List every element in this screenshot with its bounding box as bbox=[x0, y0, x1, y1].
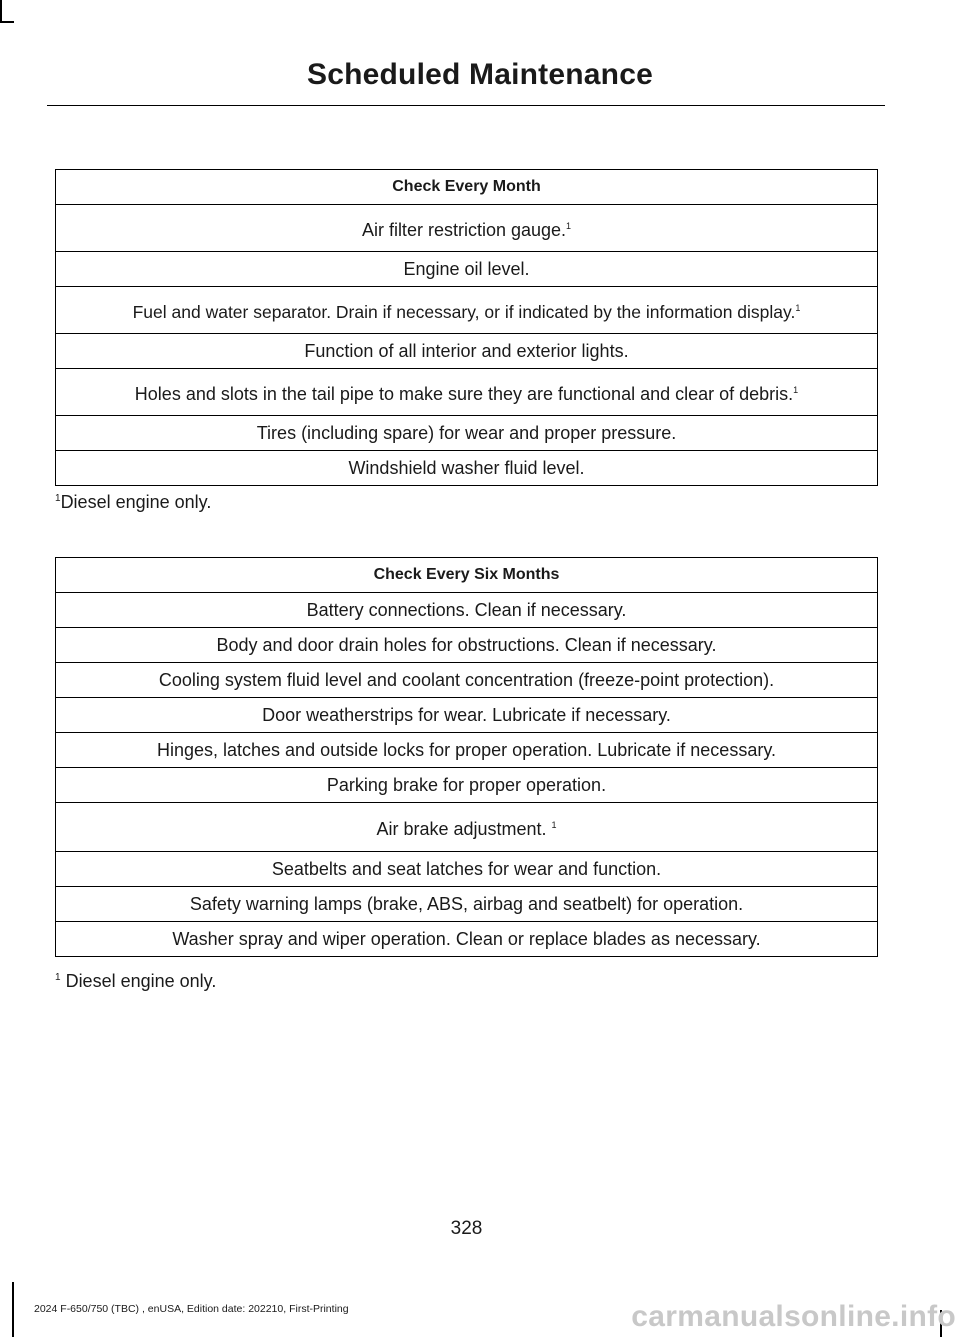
footnote-mark: 1 bbox=[55, 972, 61, 983]
table-cell bbox=[56, 887, 878, 922]
table-row bbox=[56, 628, 878, 663]
footnote-ref: 1 bbox=[566, 220, 572, 231]
table-cell bbox=[56, 252, 878, 287]
table-row bbox=[56, 922, 878, 957]
watermark: carmanualsonline.info bbox=[631, 1300, 956, 1333]
six-month-table-heading: Check Every Six Months bbox=[56, 558, 878, 593]
table-cell bbox=[56, 698, 878, 733]
footnote-ref: 1 bbox=[551, 819, 557, 830]
table-row bbox=[56, 768, 878, 803]
row-text: Washer spray and wiper operation. Clean or replace blades as necessary. bbox=[172, 928, 761, 949]
crop-mark-bottom-left bbox=[12, 1282, 14, 1337]
table-row bbox=[56, 252, 878, 287]
table-row bbox=[56, 287, 878, 334]
row-text: Parking brake for proper operation. bbox=[326, 774, 607, 795]
table-cell bbox=[56, 451, 878, 486]
table-row bbox=[56, 663, 878, 698]
crop-mark-top-left bbox=[0, 0, 2, 23]
table-row bbox=[56, 451, 878, 486]
row-text: Windshield washer fluid level. bbox=[348, 457, 585, 478]
document-info: 2024 F-650/750 (TBC) , enUSA, Edition date: 202210, First-Printing bbox=[34, 1303, 349, 1315]
table-cell bbox=[56, 852, 878, 887]
table-cell bbox=[56, 922, 878, 957]
footnote-ref: 1 bbox=[795, 302, 801, 313]
row-text: Hinges, latches and outside locks for proper operation. Lubricate if necessary. bbox=[156, 739, 776, 760]
row-text: Safety warning lamps (brake, ABS, airbag and seatbelt) for operation. bbox=[189, 893, 744, 914]
row-text: Air brake adjustment. bbox=[376, 818, 552, 839]
table-row bbox=[56, 369, 878, 416]
table-row bbox=[56, 593, 878, 628]
row-text: Air filter restriction gauge. bbox=[361, 219, 567, 240]
footnote-ref: 1 bbox=[793, 384, 799, 395]
table-row bbox=[56, 733, 878, 768]
page-number: 328 bbox=[450, 1218, 483, 1239]
row-text: Function of all interior and exterior lights. bbox=[304, 340, 629, 361]
footnote-text: Diesel engine only. bbox=[60, 971, 217, 991]
table-row bbox=[56, 334, 878, 369]
title-divider bbox=[47, 105, 885, 106]
table-cell bbox=[56, 287, 878, 334]
table-row bbox=[56, 698, 878, 733]
six-month-footnote bbox=[55, 971, 216, 992]
footnote-text: Diesel engine only. bbox=[60, 492, 212, 512]
table-row bbox=[56, 205, 878, 252]
table-cell bbox=[56, 369, 878, 416]
row-text: Seatbelts and seat latches for wear and function. bbox=[271, 858, 662, 879]
row-text: Body and door drain holes for obstructions. Clean if necessary. bbox=[216, 634, 717, 655]
table-row bbox=[56, 887, 878, 922]
footnote-mark: 1 bbox=[55, 493, 61, 504]
monthly-footnote bbox=[55, 492, 211, 513]
row-text: Cooling system fluid level and coolant concentration (freeze-point protection). bbox=[158, 669, 775, 690]
six-month-check-table bbox=[55, 557, 878, 957]
crop-mark-top-left-h bbox=[0, 21, 14, 23]
table-cell bbox=[56, 803, 878, 852]
table-cell bbox=[56, 663, 878, 698]
table-cell bbox=[56, 593, 878, 628]
row-text: Door weatherstrips for wear. Lubricate if necessary. bbox=[262, 704, 671, 725]
table-cell bbox=[56, 628, 878, 663]
row-text: Battery connections. Clean if necessary. bbox=[306, 599, 627, 620]
table-cell bbox=[56, 733, 878, 768]
table-cell bbox=[56, 334, 878, 369]
monthly-table-heading: Check Every Month bbox=[56, 170, 878, 205]
table-cell bbox=[56, 205, 878, 252]
row-text: Fuel and water separator. Drain if necessary, or if indicated by the information display. bbox=[132, 301, 796, 322]
row-text: Engine oil level. bbox=[403, 258, 530, 279]
page-title: Scheduled Maintenance bbox=[307, 58, 653, 91]
table-row bbox=[56, 416, 878, 451]
row-text: Tires (including spare) for wear and proper pressure. bbox=[256, 422, 677, 443]
table-cell bbox=[56, 768, 878, 803]
table-row bbox=[56, 803, 878, 852]
table-cell bbox=[56, 416, 878, 451]
table-row bbox=[56, 852, 878, 887]
monthly-check-table bbox=[55, 169, 878, 486]
row-text: Holes and slots in the tail pipe to make sure they are functional and clear of debris. bbox=[134, 383, 794, 404]
